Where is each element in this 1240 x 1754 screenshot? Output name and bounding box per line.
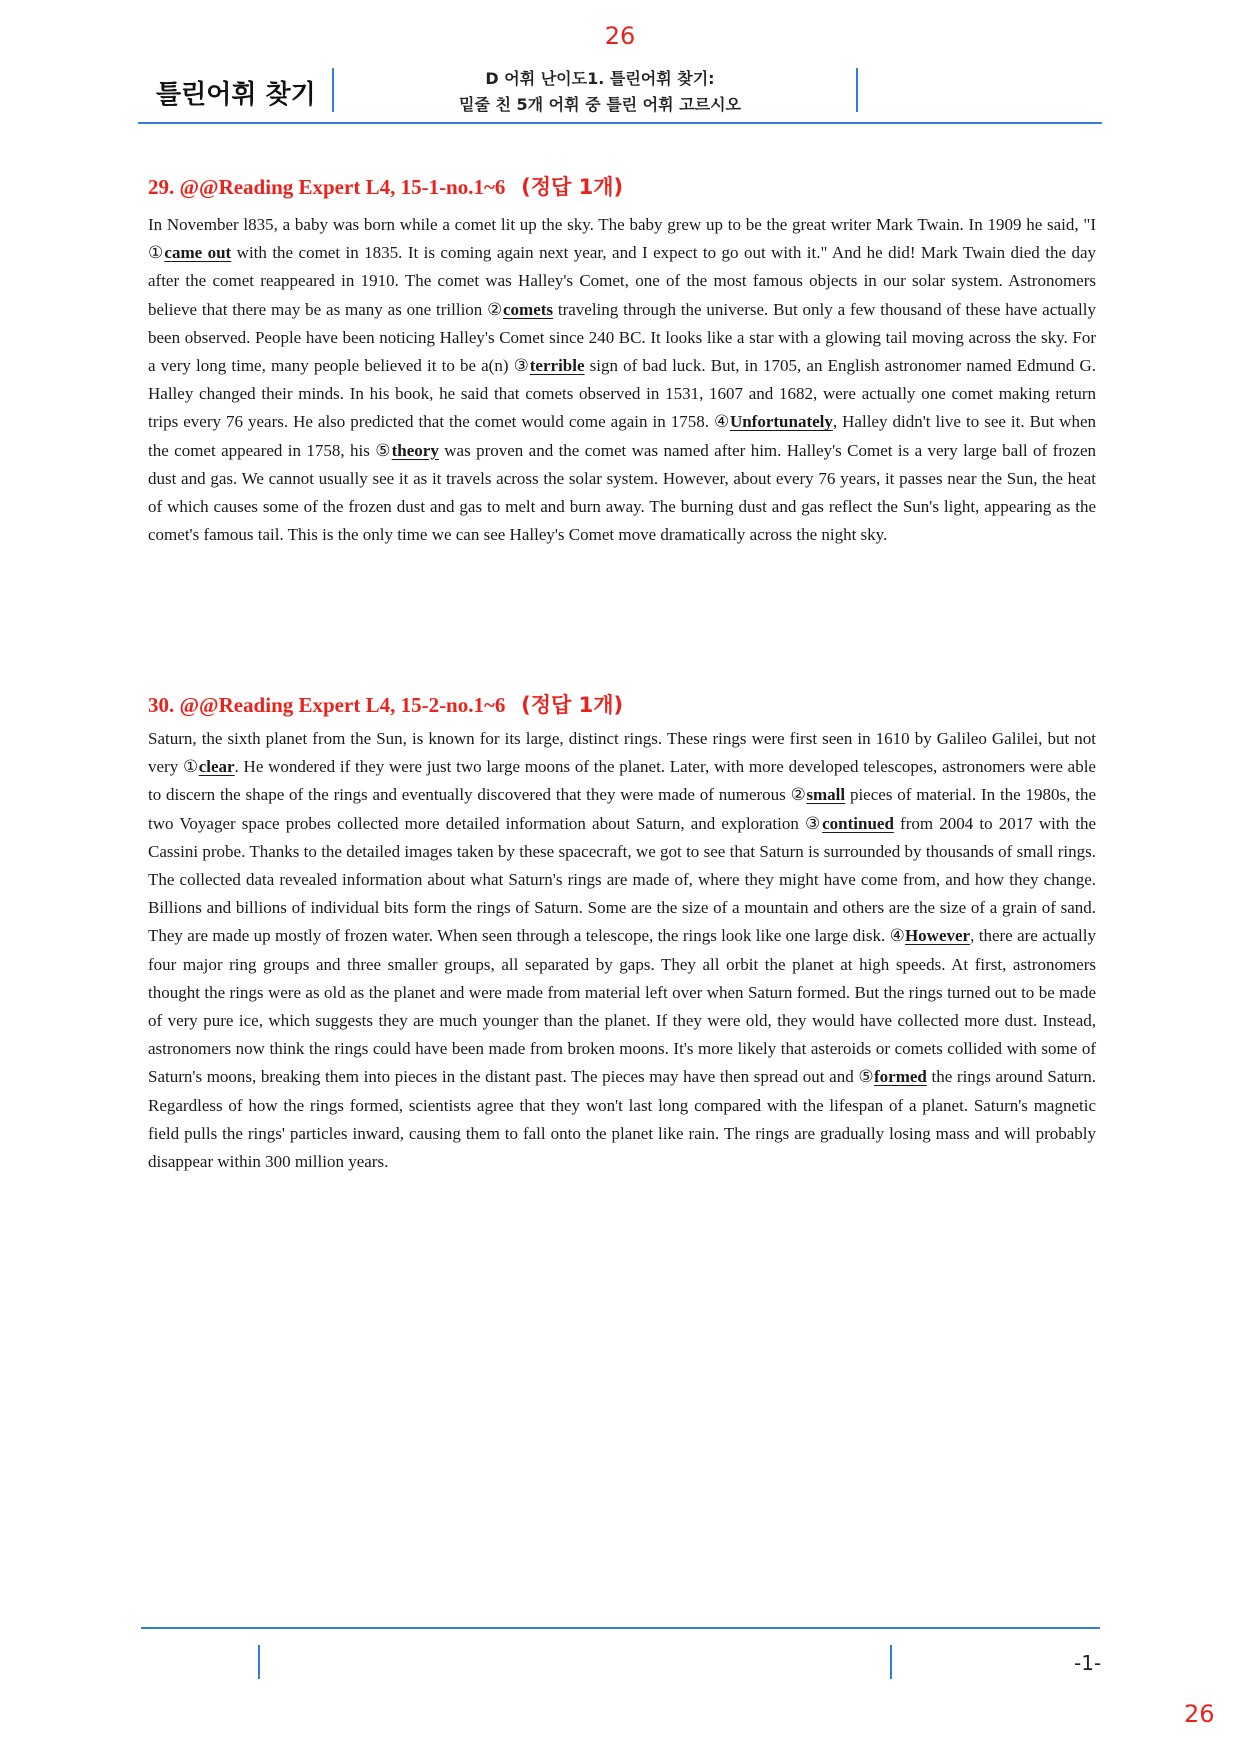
passage-text: ③ <box>804 813 823 833</box>
passage-text: . He wondered if they were just two large moons of the planet. Later, with more developed telescopes, astronomers were able to discern the shape of the rings and eventually discovered that they were made of numerous <box>148 757 1096 805</box>
passage-text: In November l835, a baby was born while a comet lit up the sky. The baby grew up to be the great writer Mark Twain. In 1909 he said, "I <box>148 215 1096 234</box>
question-30-title <box>148 690 623 720</box>
passage-text: ② <box>487 299 503 319</box>
passage-text: from 2004 to 2017 with the Cassini probe. Thanks to the detailed images taken by these spacecraft, we got to see that Saturn is surrounded by thousands of small rings. The collected data revealed information about what Saturn's rings are made of, where they might have come from, and how they change. Billions and billions of individual bits form the rings of Saturn. Some are the size of a mountain and others are the size of a grain of sand. They are made up mostly of frozen water. When seen through a telescope, the rings look like one large disk. <box>148 813 1096 946</box>
underlined-word: However <box>904 926 971 946</box>
header-rule <box>138 122 1102 124</box>
worksheet-subtitle <box>340 66 860 118</box>
passage-text: , Halley didn't live to see it. But when the comet appeared in 1758, his <box>148 412 1096 460</box>
footer-rule <box>141 1627 1100 1629</box>
underlined-word: comets <box>502 299 554 319</box>
underlined-word: terrible <box>529 356 585 376</box>
underlined-word: Unfortunately <box>729 412 833 432</box>
passage-text: the rings around Saturn. Regardless of how the rings formed, scientists agree that they won't last long compared with the lifespan of a planet. Saturn's magnetic field pulls the rings' particles inward, causing them to fall onto the planet like rain. The rings are gradually losing mass and will probably disappear within 300 million years. <box>148 1067 1097 1172</box>
underlined-word: came out <box>164 243 232 263</box>
passage-text: with the comet in 1835. It is coming again next year, and I expect to go out with it." And he did! Mark Twain died the day after the comet reappeared in 1910. The comet was Halley's Comet, one of the most famous objects in our solar system. Astronomers believe that there may be as many as one trillion <box>148 243 1096 319</box>
question-29-label: 29. @@Reading Expert L4, 15-1-no.1~6 <box>148 175 506 199</box>
passage-text: traveling through the universe. But only a few thousand of these have actually been observed. People have been noticing Halley's Comet since 240 BC. It looks like a star with a glowing tail moving across the sky. For a very long time, many people believed it to be a(n) <box>148 299 1096 376</box>
underlined-word: formed <box>873 1067 927 1087</box>
question-30-passage <box>148 725 1096 1176</box>
passage-text: ② <box>790 785 807 805</box>
passage-text: pieces of material. In the 1980s, the two Voyager space probes collected more detailed information about Saturn, and exploration <box>148 785 1097 833</box>
subtitle-line-2: 밑줄 친 5개 어휘 중 틀린 어휘 고르시오 <box>459 95 741 114</box>
passage-text: ⑤ <box>858 1067 874 1087</box>
top-page-number: 26 <box>604 22 636 50</box>
passage-text: ⑤ <box>375 440 392 460</box>
underlined-word: clear <box>198 757 235 777</box>
question-30-label: 30. @@Reading Expert L4, 15-2-no.1~6 <box>148 693 506 717</box>
passage-text: , there are actually four major ring groups and three smaller groups, all separated by gaps. They all orbit the planet at high speeds. At first, astronomers thought the rings were as old as the planet and were made from material left over when Saturn formed. But the rings turned out to be made of very pure ice, which suggests they are much younger than the planet. If they were old, they would have collected more dust. Instead, astronomers now think the rings could have been made from broken moons. It's more likely that asteroids or comets collided with some of Saturn's moons, breaking them into pieces in the distant past. The pieces may have then spread out and <box>148 926 1096 1087</box>
footer-divider-right <box>890 1645 892 1679</box>
passage-text: ④ <box>889 926 905 946</box>
passage-text: Saturn, the sixth planet from the Sun, is known for its large, distinct rings. These rings were first seen in 1610 by Galileo Galilei, but not very <box>148 729 1096 777</box>
question-29-title <box>148 172 623 202</box>
underlined-word: small <box>806 785 846 805</box>
passage-text: ① <box>148 243 165 263</box>
underlined-word: continued <box>822 813 894 833</box>
question-30-answer-note: (정답 1개) <box>521 693 624 717</box>
header-divider-right <box>856 68 858 112</box>
passage-text: ③ <box>513 356 530 376</box>
question-29-answer-note: (정답 1개) <box>521 175 624 199</box>
question-29-passage <box>148 211 1096 549</box>
passage-text: ① <box>182 757 199 777</box>
underlined-word: theory <box>391 440 439 460</box>
header-divider-left <box>332 68 334 112</box>
subtitle-line-1: D 어휘 난이도1. 틀린어휘 찾기: <box>485 69 715 88</box>
passage-text: was proven and the comet was named after him. Halley's Comet is a very large ball of frozen dust and gas. We cannot usually see it as it travels across the solar system. However, about every 76 years, it passes near the Sun, the heat of which causes some of the frozen dust and gas to melt and burn away. The burning dust and gas reflect the Sun's light, appearing as the comet's famous tail. This is the only time we can see Halley's Comet move dramatically across the night sky. <box>148 440 1096 545</box>
footer-divider-left <box>258 1645 260 1679</box>
bottom-page-number: 26 <box>1184 1700 1215 1728</box>
worksheet-title: 틀린어휘 찾기 <box>156 80 316 110</box>
footer-page-label: -1- <box>1074 1651 1102 1675</box>
passage-text: ④ <box>713 412 730 432</box>
passage-text: sign of bad luck. But, in 1705, an English astronomer named Edmund G. Halley changed their minds. In his book, he said that comets observed in 1531, 1607 and 1682, were actually one comet making return trips every 76 years. He also predicted that the comet would come again in 1758. <box>148 356 1096 432</box>
